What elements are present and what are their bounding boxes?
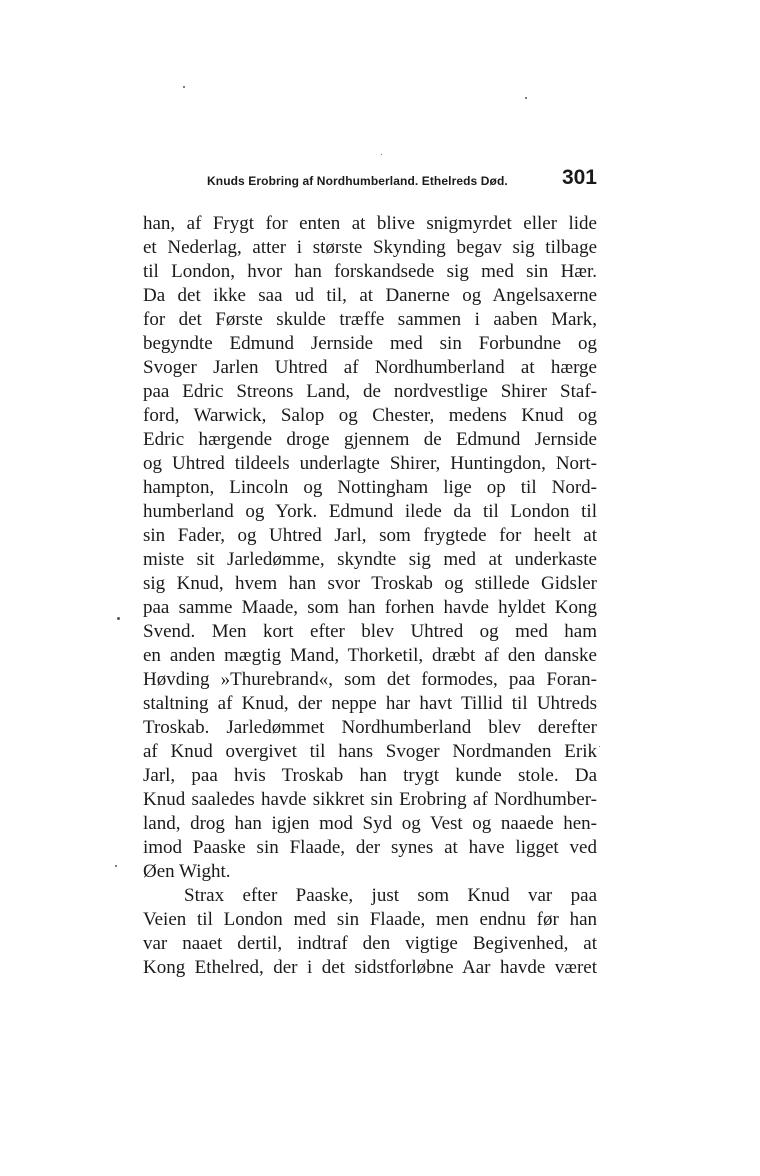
scan-speck [117, 617, 120, 620]
scan-speck [525, 97, 527, 99]
text-line: Veien til London med sin Flaade, men endnu før han [143, 909, 597, 930]
paragraph-start-line: Strax efter Paaske, just som Knud var paa [184, 885, 597, 906]
scan-speck [381, 154, 382, 155]
text-line: Troskab. Jarledømmet Nordhumberland blev derefter [143, 717, 597, 738]
text-line: paa samme Maade, som han forhen havde hyldet Kong [143, 597, 597, 618]
scan-speck [115, 865, 117, 867]
text-line: ford, Warwick, Salop og Chester, medens Knud og [143, 405, 597, 426]
text-line: et Nederlag, atter i største Skynding begav sig tilbage [143, 237, 597, 258]
text-line: Jarl, paa hvis Troskab han trygt kunde stole. Da [143, 765, 597, 786]
page-number: 301 [561, 166, 597, 189]
body-text [143, 212, 597, 980]
scan-speck [599, 746, 600, 747]
text-line: staltning af Knud, der neppe har havt Tillid til Uhtreds [143, 693, 597, 714]
text-line: Svend. Men kort efter blev Uhtred og med ham [143, 621, 597, 642]
paragraph-end-line: Øen Wight. [143, 861, 231, 882]
text-line: imod Paaske sin Flaade, der synes at have ligget ved [143, 837, 597, 858]
text-line: Kong Ethelred, der i det sidstforløbne Aar havde været [143, 957, 597, 978]
text-line: en anden mægtig Mand, Thorketil, dræbt af den danske [143, 645, 597, 666]
text-line: var naaet dertil, indtraf den vigtige Begivenhed, at [143, 933, 597, 954]
text-line: for det Første skulde træffe sammen i aaben Mark, [143, 309, 597, 330]
scan-speck [183, 86, 185, 88]
text-line: og Uhtred tildeels underlagte Shirer, Huntingdon, Nort- [143, 453, 597, 474]
text-line: miste sit Jarledømme, skyndte sig med at underkaste [143, 549, 597, 570]
text-line: Da det ikke saa ud til, at Danerne og Angelsaxerne [143, 285, 597, 306]
text-line: Knud saaledes havde sikkret sin Erobring af Nordhumber- [143, 789, 597, 810]
text-line: Høvding »Thurebrand«, som det formodes, paa Foran- [143, 669, 597, 690]
running-head [145, 166, 597, 196]
text-line: paa Edric Streons Land, de nordvestlige Shirer Staf- [143, 381, 597, 402]
text-line: sig Knud, hvem han svor Troskab og stillede Gidsler [143, 573, 597, 594]
text-line: til London, hvor han forskandsede sig med sin Hær. [143, 261, 597, 282]
text-line: hampton, Lincoln og Nottingham lige op til Nord- [143, 477, 597, 498]
text-line: begyndte Edmund Jernside med sin Forbundne og [143, 333, 597, 354]
text-line: humberland og York. Edmund ilede da til London til [143, 501, 597, 522]
text-line: Svoger Jarlen Uhtred af Nordhumberland at hærge [143, 357, 597, 378]
running-head-title: Knuds Erobring af Nordhumberland. Ethelreds Død. [207, 174, 508, 188]
text-line: Edric hærgende droge gjennem de Edmund Jernside [143, 429, 597, 450]
text-line: han, af Frygt for enten at blive snigmyrdet eller lide [143, 213, 597, 234]
text-line: land, drog han igjen mod Syd og Vest og naaede hen- [143, 813, 597, 834]
text-line: af Knud overgivet til hans Svoger Nordmanden Erik [143, 741, 597, 762]
text-line: sin Fader, og Uhtred Jarl, som frygtede for heelt at [143, 525, 597, 546]
